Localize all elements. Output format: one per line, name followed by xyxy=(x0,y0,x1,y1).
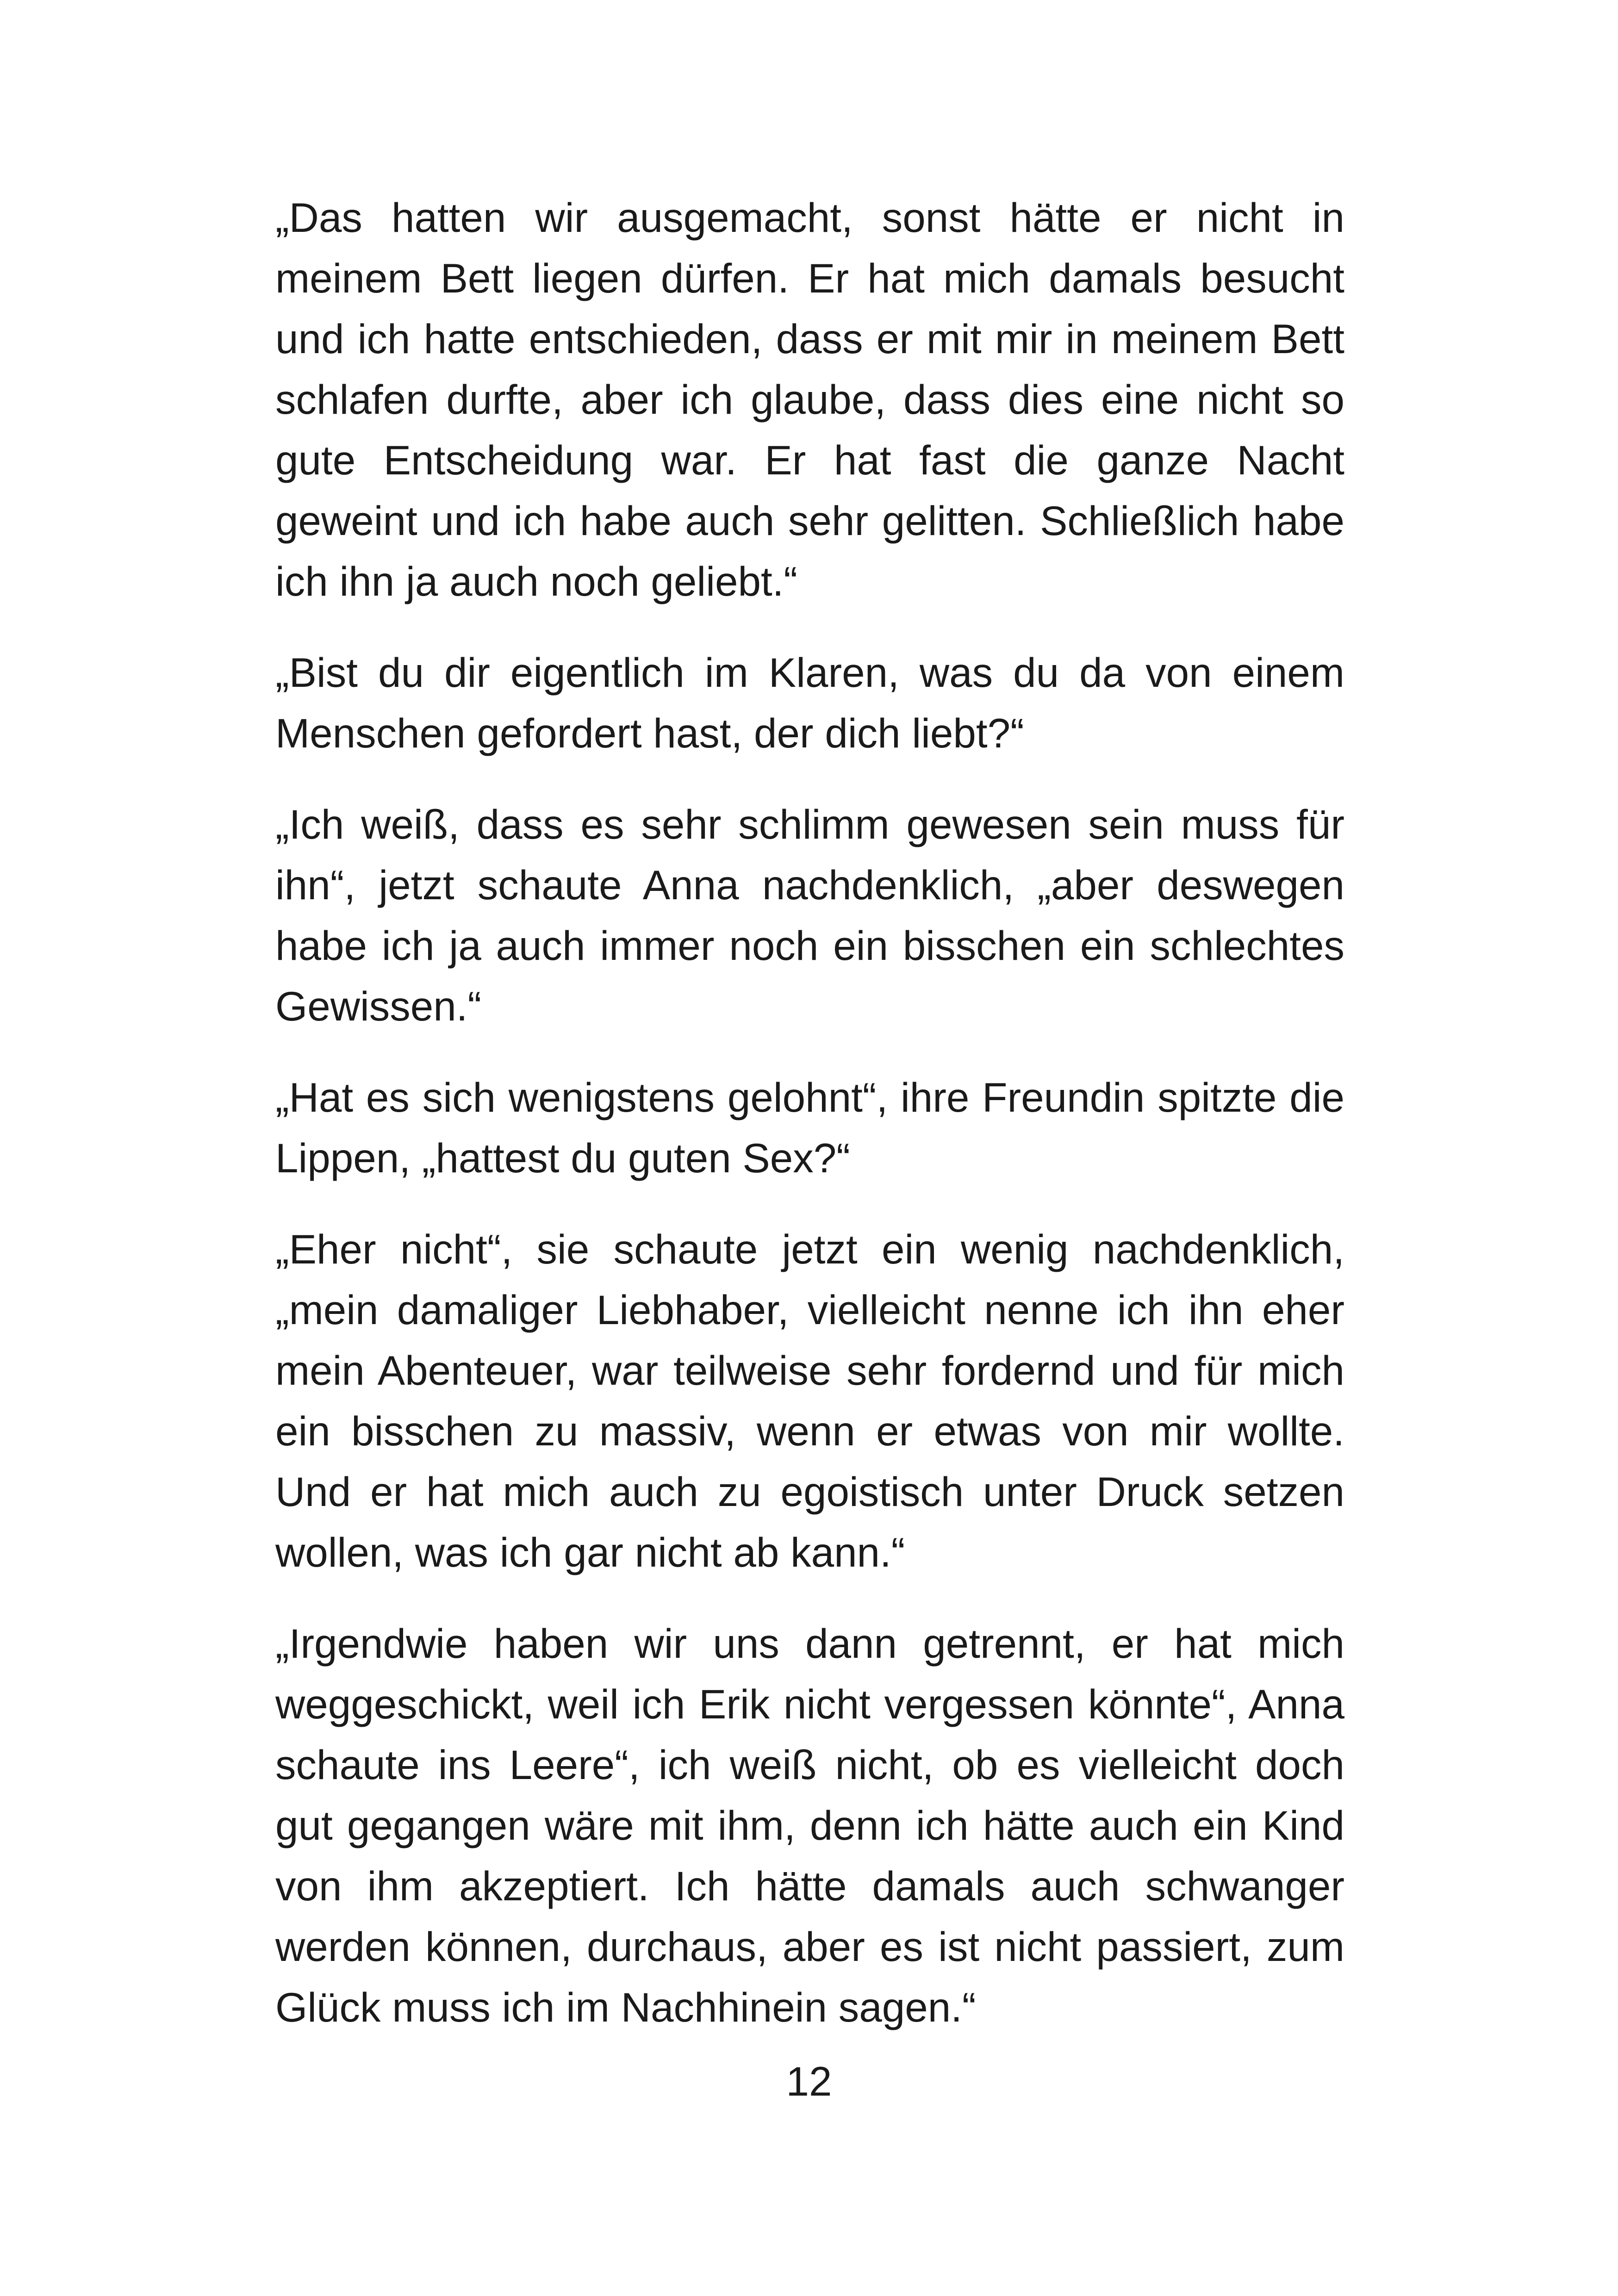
page-number: 12 xyxy=(786,2058,832,2104)
paragraph-6: „Irgendwie haben wir uns dann getrennt, er hat mich weggeschickt, weil ich Erik nicht vergessen könnte“, Anna schaute ins Leere“, ich weiß nicht, ob es vielleicht doch gut gegangen wäre mit ihm, denn ich hätte auch ein Kind von ihm akzeptiert. Ich hätte damals auch schwanger werden können, durchaus, aber es ist nicht passiert, zum Glück muss ich im Nachhinein sagen.“ xyxy=(275,1620,1344,2030)
paragraph-3: „Ich weiß, dass es sehr schlimm gewesen sein muss für ihn“, jetzt schaute Anna nachdenklich, „aber deswegen habe ich ja auch immer noch ein bisschen ein schlechtes Gewissen.“ xyxy=(275,801,1344,1029)
paragraph-5: „Eher nicht“, sie schaute jetzt ein wenig nachdenklich, „mein damaliger Liebhaber, vielleicht nenne ich ihn eher mein Abenteuer, war teilweise sehr fordernd und für mich ein bisschen zu massiv, wenn er etwas von mir wollte. Und er hat mich auch zu egoistisch unter Druck setzen wollen, was ich gar nicht ab kann.“ xyxy=(275,1226,1344,1575)
paragraph-1: „Das hatten wir ausgemacht, sonst hätte er nicht in meinem Bett liegen dürfen. Er hat mich damals besucht und ich hatte entschieden, dass er mit mir in meinem Bett schlafen durfte, aber ich glaube, dass dies eine nicht so gute Entscheidung war. Er hat fast die ganze Nacht geweint und ich habe auch sehr gelitten. Schließlich habe ich ihn ja auch noch geliebt.“ xyxy=(275,194,1344,604)
body-text xyxy=(275,187,1344,2038)
paragraph-4: „Hat es sich wenigstens gelohnt“, ihre Freundin spitzte die Lippen, „hattest du guten Sex?“ xyxy=(275,1074,1344,1181)
paragraph-2: „Bist du dir eigentlich im Klaren, was du da von einem Menschen gefordert hast, der dich liebt?“ xyxy=(275,649,1344,756)
